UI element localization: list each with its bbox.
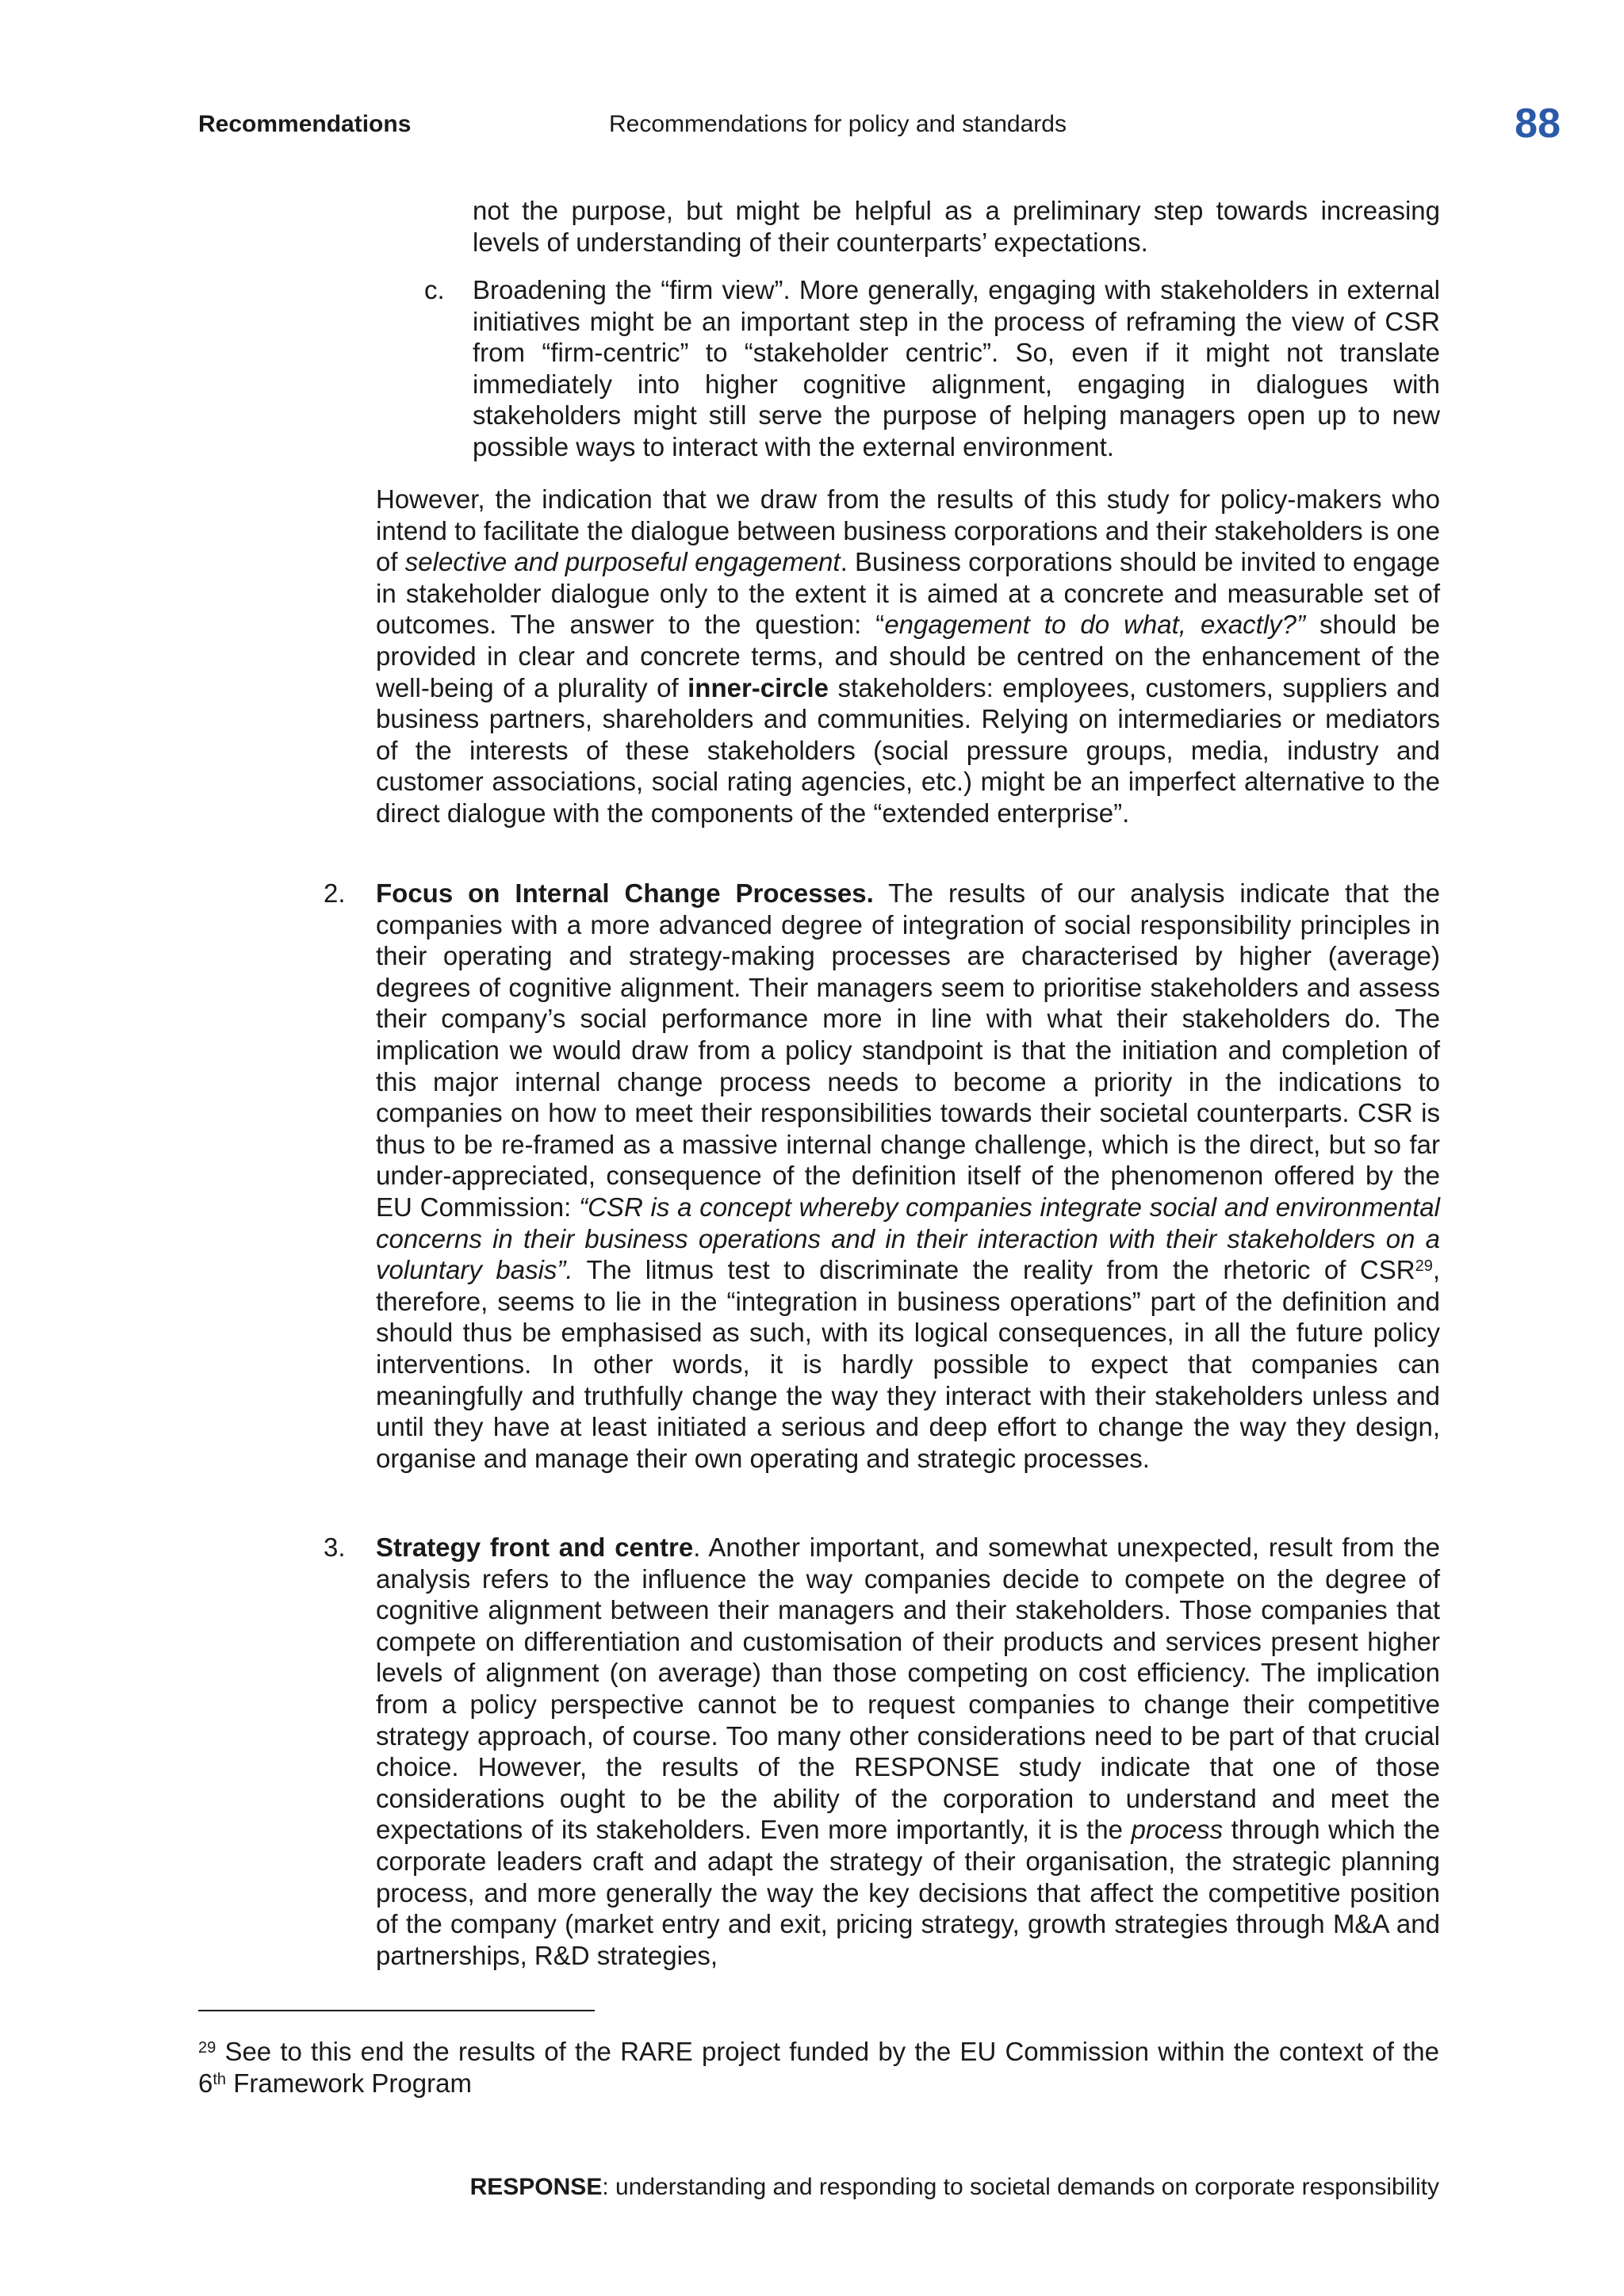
footer-tagline: : understanding and responding to societal demands on corporate responsibility (602, 2174, 1439, 2200)
footnote: $^{29}$ See to this end the results of the RARE project funded by the EU Commission within the context of the 6th Framework Program (198, 2037, 1439, 2098)
list-item-2-number: 2. (324, 878, 346, 908)
footnote-marker: 29 (198, 2039, 216, 2057)
list-item-2-text: Focus on Internal Change Processes. The results of our analysis indicate that the companies with a more advanced degree of integration of social responsibility principles in their operating and strategy-making processes are characterised by higher (average) degrees of cognitive alignment. Their managers seem to prioritise stakeholders and assess their company’s social performance more in line with what their stakeholders do. The implication we would draw from a policy standpoint is that the initiation and completion of this major internal change process needs to become a priority in the indications to companies on how to meet their responsibilities towards their societal counterparts. CSR is thus to be re-framed as a massive internal change challenge, which is the direct, but so far under-appreciated, consequence of the definition itself of the phenomenon offered by the EU Commission: “CSR is a concept whereby companies integrate social and environmental concerns in their business operations and in their interaction with their stakeholders on a voluntary basis”. The litmus test to discriminate the reality from the rhetoric of CSR$^{29}$, therefore, seems to lie in the “integration in business operations” part of the definition and should thus be emphasised as such, with its logical consequences, in all the future policy interventions. In other words, it is hardly possible to expect that companies can meaningfully and truthfully change the way they interact with their stakeholders unless and until they have at least initiated a serious and deep effort to change the way they design, organise and manage their own operating and strategic processes. (376, 878, 1440, 1473)
list-item-c-marker: c. (424, 275, 445, 304)
list-item-2-heading: Focus on Internal Change Processes. (376, 878, 874, 908)
list-item-c-text: Broadening the “firm view”. More generally, engaging with stakeholders in external initiatives might be an important step in the process of reframing the view of CSR from “firm-centric” to “stakeholder centric”. So, even if it might not translate immediately into higher cognitive alignment, engaging in dialogues with stakeholders might still serve the purpose of helping managers open up to new possible ways to interact with the external environment. (473, 275, 1440, 461)
list-item-3-number: 3. (324, 1533, 346, 1562)
footer-project-name: RESPONSE (469, 2174, 603, 2200)
however-paragraph: However, the indication that we draw from the results of this study for policy-makers who intend to facilitate the dialogue between business corporations and their stakeholders is one of selective and purposeful engagement. Business corporations should be invited to engage in stakeholder dialogue only to the extent it is aimed at a concrete and measurable set of outcomes. The answer to the question: “engagement to do what, exactly?” should be provided in clear and concrete terms, and should be centred on the enhancement of the well-being of a plurality of inner-circle stakeholders: employees, customers, suppliers and business partners, shareholders and communities. Relying on intermediaries or mediators of the interests of these stakeholders (social pressure groups, media, industry and customer associations, social rating agencies, etc.) might be an imperfect alternative to the direct dialogue with the components of the “extended enterprise”. (376, 484, 1441, 828)
footnote-separator (198, 2010, 595, 2011)
list-item-3-text: Strategy front and centre. Another important, and somewhat unexpected, result from the analysis refers to the influence the way companies decide to compete on the degree of cognitive alignment between their managers and their stakeholders. Those companies that compete on differentiation and customisation of their products and services present higher levels of alignment (on average) than those competing on cost efficiency. The implication from a policy perspective cannot be to request companies to change their competitive strategy approach, of course. Too many other considerations need to be part of that crucial choice. However, the results of the RESPONSE study indicate that one of those considerations ought to be the ability of the corporation to understand and meet the expectations of its stakeholders. Even more importantly, it is the process through which the corporate leaders craft and adapt the strategy of their organisation, the strategic planning process, and more generally the way the key decisions that affect the competitive position of the company (market entry and exit, pricing strategy, growth strategies through M&A and partnerships, R&D strategies, (376, 1533, 1440, 1970)
running-footer (470, 2174, 1439, 2201)
continued-paragraph: not the purpose, but might be helpful as a preliminary step towards increasing levels of understanding of their counterparts’ expectations. (473, 196, 1440, 257)
header-section-label: Recommendations (198, 111, 412, 137)
header-chapter-title: Recommendations for policy and standards (609, 111, 1067, 137)
footnote-reference: 29 (1415, 1257, 1433, 1276)
page-number: 88 (1515, 101, 1561, 147)
list-item-3-heading: Strategy front and centre (376, 1533, 694, 1562)
